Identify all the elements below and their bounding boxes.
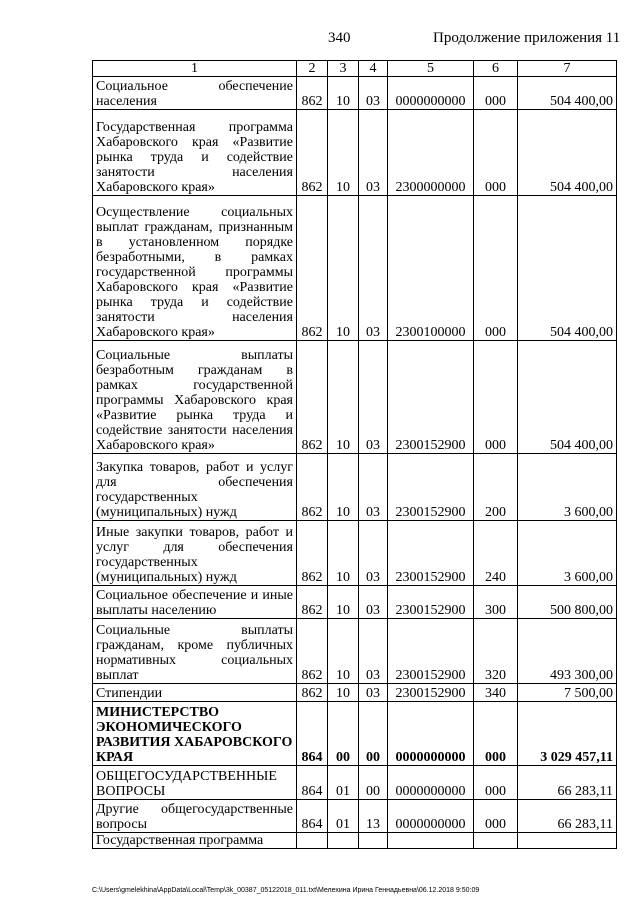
cell-expense-type: 000 — [474, 766, 518, 800]
cell-amount: 3 600,00 — [518, 454, 617, 521]
cell-amount: 7 500,00 — [518, 684, 617, 702]
row-name: Иные закупки товаров, работ и услуг для обеспечения государственных (муниципальных) нужд — [93, 521, 297, 586]
cell-section: 01 — [328, 800, 359, 833]
cell-target-article — [388, 833, 474, 849]
cell-amount: 3 600,00 — [518, 521, 617, 586]
cell-section: 10 — [328, 77, 359, 110]
cell-expense-type: 000 — [474, 77, 518, 110]
cell-target-article: 2300152900 — [388, 684, 474, 702]
cell-amount: 504 400,00 — [518, 196, 617, 341]
cell-expense-type: 320 — [474, 619, 518, 684]
budget-table — [92, 60, 617, 849]
cell-section: 10 — [328, 684, 359, 702]
cell-target-article: 0000000000 — [388, 800, 474, 833]
file-path-footer: C:\Users\gmelekhina\AppData\Local\Temp\3k_00387_05122018_011.txt\Мелехина Ирина Геннадьевна\06.12.2018 9:50:09 — [92, 887, 480, 894]
cell-amount: 504 400,00 — [518, 110, 617, 196]
cell-amount: 504 400,00 — [518, 341, 617, 454]
cell-subsection: 00 — [359, 766, 388, 800]
table-row — [93, 766, 617, 800]
cell-target-article: 2300152900 — [388, 454, 474, 521]
cell-target-article: 2300000000 — [388, 110, 474, 196]
cell-target-article: 0000000000 — [388, 702, 474, 766]
row-name: Осуществление социальных выплат гражданам, признанным в установленном порядке безработными, в рамках государственной программы Хабаровского края «Развитие рынка труда и содействие занятости населения Хабаровского края» — [93, 196, 297, 341]
cell-subsection: 00 — [359, 702, 388, 766]
cell-amount: 66 283,11 — [518, 800, 617, 833]
cell-amount — [518, 833, 617, 849]
cell-expense-type: 300 — [474, 586, 518, 619]
cell-target-article: 2300100000 — [388, 196, 474, 341]
row-name: Другие общегосударственные вопросы — [93, 800, 297, 833]
cell-section: 10 — [328, 341, 359, 454]
cell-section: 10 — [328, 454, 359, 521]
cell-section: 00 — [328, 702, 359, 766]
cell-section: 10 — [328, 619, 359, 684]
cell-amount: 66 283,11 — [518, 766, 617, 800]
col-header: 3 — [328, 61, 359, 77]
cell-expense-type: 000 — [474, 800, 518, 833]
col-header: 7 — [518, 61, 617, 77]
cell-section: 10 — [328, 110, 359, 196]
table-row — [93, 684, 617, 702]
cell-admin-code — [297, 833, 328, 849]
table-row — [93, 77, 617, 110]
cell-expense-type: 200 — [474, 454, 518, 521]
cell-admin-code: 862 — [297, 684, 328, 702]
cell-admin-code: 862 — [297, 77, 328, 110]
cell-expense-type: 000 — [474, 341, 518, 454]
cell-target-article: 2300152900 — [388, 586, 474, 619]
cell-admin-code: 862 — [297, 619, 328, 684]
cell-expense-type: 000 — [474, 702, 518, 766]
cell-expense-type — [474, 833, 518, 849]
table-row — [93, 586, 617, 619]
cell-target-article: 2300152900 — [388, 341, 474, 454]
cell-subsection: 03 — [359, 341, 388, 454]
cell-expense-type: 000 — [474, 196, 518, 341]
row-name: ОБЩЕГОСУДАРСТВЕННЫЕ ВОПРОСЫ — [93, 766, 297, 800]
row-name: Социальные выплаты безработным гражданам в рамках государственной программы Хабаровского края «Развитие рынка труда и содействие занятости населения Хабаровского края» — [93, 341, 297, 454]
table-row — [93, 702, 617, 766]
cell-admin-code: 862 — [297, 521, 328, 586]
row-name: Государственная программа Хабаровского края «Развитие рынка труда и содействие занятости населения Хабаровского края» — [93, 110, 297, 196]
cell-target-article: 2300152900 — [388, 521, 474, 586]
col-header: 1 — [93, 61, 297, 77]
cell-admin-code: 862 — [297, 341, 328, 454]
cell-admin-code: 862 — [297, 586, 328, 619]
cell-expense-type: 240 — [474, 521, 518, 586]
row-name: Стипендии — [93, 684, 297, 702]
cell-admin-code: 864 — [297, 702, 328, 766]
row-name: Государственная программа — [93, 833, 297, 849]
cell-section — [328, 833, 359, 849]
cell-subsection: 03 — [359, 586, 388, 619]
col-header: 5 — [388, 61, 474, 77]
table-row — [93, 521, 617, 586]
cell-subsection: 03 — [359, 684, 388, 702]
cell-target-article: 0000000000 — [388, 77, 474, 110]
col-header: 2 — [297, 61, 328, 77]
page-number: 340 — [328, 30, 351, 46]
table-row — [93, 454, 617, 521]
cell-subsection: 03 — [359, 619, 388, 684]
header-caption: Продолжение приложения 11 — [433, 30, 621, 46]
cell-subsection: 03 — [359, 196, 388, 341]
row-name: Социальные выплаты гражданам, кроме публичных нормативных социальных выплат — [93, 619, 297, 684]
table-row — [93, 341, 617, 454]
cell-expense-type: 000 — [474, 110, 518, 196]
cell-expense-type: 340 — [474, 684, 518, 702]
col-header: 4 — [359, 61, 388, 77]
cell-subsection: 03 — [359, 454, 388, 521]
col-header: 6 — [474, 61, 518, 77]
table-row — [93, 110, 617, 196]
cell-subsection: 03 — [359, 110, 388, 196]
table-row — [93, 196, 617, 341]
cell-admin-code: 864 — [297, 800, 328, 833]
header-row — [93, 61, 617, 77]
table-row — [93, 833, 617, 849]
cell-admin-code: 862 — [297, 454, 328, 521]
row-name: Закупка товаров, работ и услуг для обеспечения государственных (муниципальных) нужд — [93, 454, 297, 521]
cell-amount: 493 300,00 — [518, 619, 617, 684]
cell-admin-code: 864 — [297, 766, 328, 800]
cell-section: 10 — [328, 196, 359, 341]
cell-amount: 500 800,00 — [518, 586, 617, 619]
row-name: Социальное обеспечение и иные выплаты населению — [93, 586, 297, 619]
table-row — [93, 800, 617, 833]
row-name: Социальное обеспечение населения — [93, 77, 297, 110]
cell-amount: 504 400,00 — [518, 77, 617, 110]
cell-section: 01 — [328, 766, 359, 800]
cell-target-article: 0000000000 — [388, 766, 474, 800]
cell-section: 10 — [328, 521, 359, 586]
cell-subsection: 03 — [359, 521, 388, 586]
cell-target-article: 2300152900 — [388, 619, 474, 684]
cell-subsection: 03 — [359, 77, 388, 110]
cell-subsection: 13 — [359, 800, 388, 833]
cell-admin-code: 862 — [297, 110, 328, 196]
cell-admin-code: 862 — [297, 196, 328, 341]
cell-amount: 3 029 457,11 — [518, 702, 617, 766]
cell-section: 10 — [328, 586, 359, 619]
row-name: МИНИСТЕРСТВО ЭКОНОМИЧЕСКОГО РАЗВИТИЯ ХАБАРОВСКОГО КРАЯ — [93, 702, 297, 766]
cell-subsection — [359, 833, 388, 849]
table-row — [93, 619, 617, 684]
